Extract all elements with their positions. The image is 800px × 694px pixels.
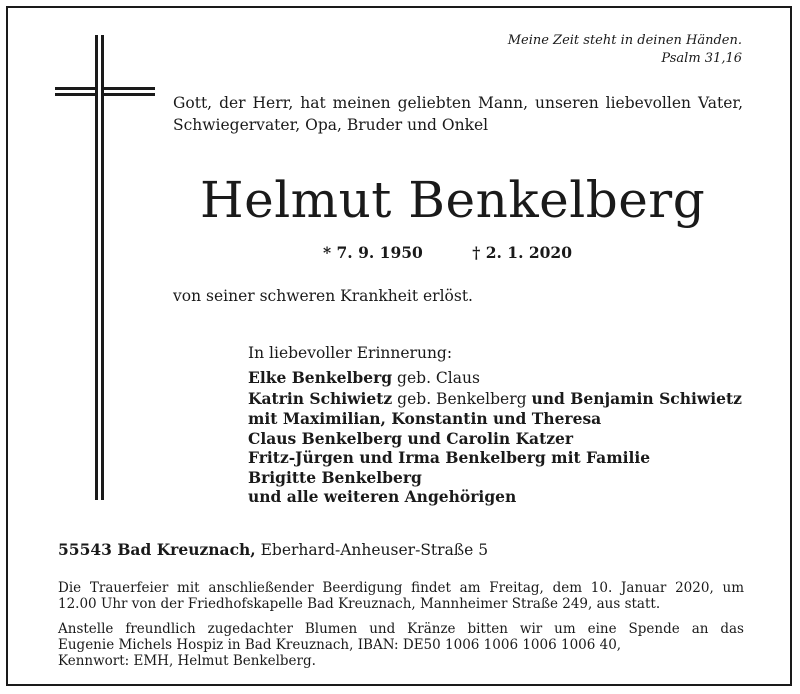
mourner-name: Katrin Schiwietz bbox=[248, 388, 393, 408]
bible-quote bbox=[508, 32, 742, 68]
relieved-text: von seiner schweren Krankheit erlöst. bbox=[173, 287, 473, 305]
life-dates bbox=[323, 243, 572, 262]
funeral-line-1: Die Trauerfeier mit anschließender Beerdigung findet am Freitag, dem 10. Januar 2020, um bbox=[58, 580, 744, 596]
mourner-line: mit Maximilian, Konstantin und Theresa bbox=[248, 409, 602, 428]
mourner-line: Claus Benkelberg und Carolin Katzer bbox=[248, 428, 574, 448]
bible-quote-text: Meine Zeit steht in deinen Händen. bbox=[507, 33, 742, 48]
address-city: 55543 Bad Kreuznach, bbox=[58, 540, 256, 559]
mourner-name: und Benjamin Schiwietz bbox=[531, 388, 742, 408]
mourners-list bbox=[248, 368, 742, 507]
donation-line-2: Eugenie Michels Hospiz in Bad Kreuznach, IBAN: DE50 1006 1006 1006 1006 40, bbox=[58, 637, 622, 653]
donation-line-1: Anstelle freundlich zugedachter Blumen und Kränze bitten wir um eine Spende an das bbox=[58, 621, 744, 637]
funeral-info bbox=[58, 580, 744, 612]
mourner-line: Fritz-Jürgen und Irma Benkelberg mit Familie bbox=[248, 448, 651, 467]
death-date: † 2. 1. 2020 bbox=[472, 243, 572, 262]
mourning-address bbox=[58, 540, 488, 559]
funeral-line-2: 12.00 Uhr von der Friedhofskapelle Bad Kreuznach, Mannheimer Straße 249, aus statt. bbox=[58, 596, 661, 612]
birth-date: * 7. 9. 1950 bbox=[323, 243, 423, 262]
donation-line-3: Kennwort: EMH, Helmut Benkelberg. bbox=[58, 653, 316, 669]
mourner-line: Brigitte Benkelberg bbox=[248, 467, 422, 487]
intro-line-2: Schwiegervater, Opa, Bruder und Onkel bbox=[173, 116, 489, 134]
intro-text bbox=[173, 92, 743, 136]
deceased-name: Helmut Benkelberg bbox=[200, 171, 706, 229]
mourner-name: Elke Benkelberg bbox=[248, 368, 393, 387]
mourner-line bbox=[248, 368, 742, 389]
mourner-line: und alle weiteren Angehörigen bbox=[248, 487, 517, 506]
cross-icon bbox=[55, 35, 155, 500]
donation-info bbox=[58, 621, 744, 669]
memory-heading: In liebevoller Erinnerung: bbox=[248, 344, 453, 362]
mourner-note: geb. Claus bbox=[392, 369, 480, 387]
bible-quote-reference: Psalm 31,16 bbox=[661, 51, 742, 66]
intro-line-1: Gott, der Herr, hat meinen geliebten Mann, unseren liebevollen Vater, bbox=[173, 94, 743, 112]
address-street: Eberhard-Anheuser-Straße 5 bbox=[255, 541, 489, 559]
mourner-note: geb. Benkelberg bbox=[392, 389, 532, 408]
mourner-line bbox=[248, 389, 742, 410]
